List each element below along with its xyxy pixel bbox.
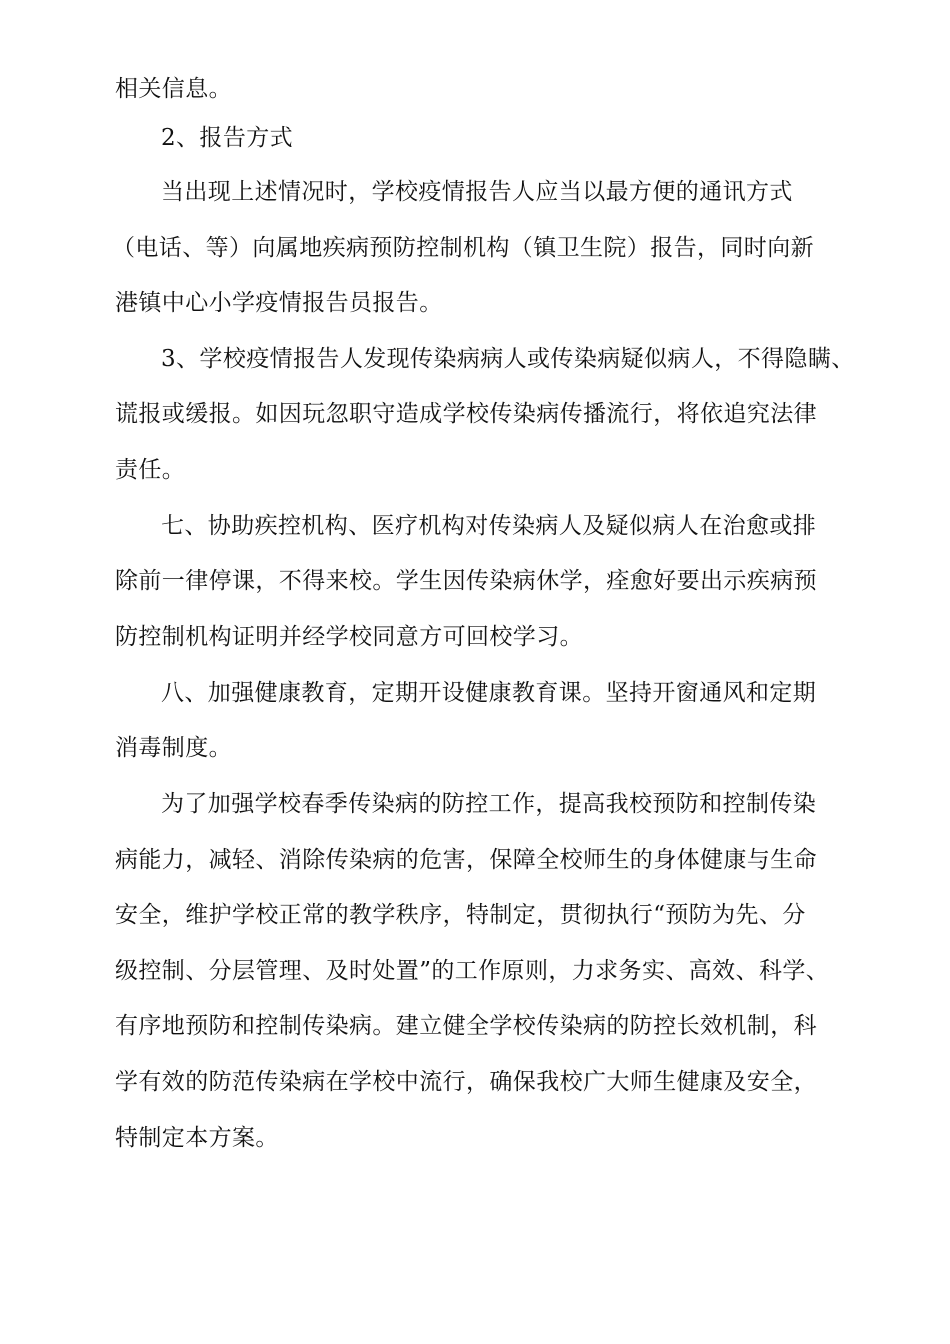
text-line: 谎报或缓报。如因玩忽职守造成学校传染病传播流行，将依追究法律 (115, 401, 817, 427)
text-line: 安全，维护学校正常的教学秩序，特制定，贯彻执行“预防为先、分 (115, 902, 806, 928)
text-line: 八、加强健康教育，定期开设健康教育课。坚持开窗通风和定期 (161, 680, 817, 706)
section-heading: 2、报告方式 (161, 125, 294, 151)
text-line: 当出现上述情况时，学校疫情报告人应当以最方便的通讯方式 (161, 179, 793, 205)
text-line: 除前一律停课，不得来校。学生因传染病休学，痊愈好要出示疾病预 (115, 568, 817, 594)
text-line: 消毒制度。 (115, 735, 232, 761)
text-line: 七、协助疾控机构、医疗机构对传染病人及疑似病人在治愈或排 (161, 513, 817, 539)
text-line: 有序地预防和控制传染病。建立健全学校传染病的防控长效机制，科 (115, 1013, 817, 1039)
text-line: 病能力，减轻、消除传染病的危害，保障全校师生的身体健康与生命 (115, 847, 817, 873)
text-line: 学有效的防范传染病在学校中流行，确保我校广大师生健康及安全， (115, 1069, 817, 1095)
text-line: （电话、等）向属地疾病预防控制机构（镇卫生院）报告，同时向新 (112, 235, 814, 261)
text-line: 港镇中心小学疫情报告员报告。 (115, 290, 443, 316)
text-line: 3、学校疫情报告人发现传染病病人或传染病疑似病人，不得隐瞒、 (161, 346, 855, 372)
text-line: 为了加强学校春季传染病的防控工作，提高我校预防和控制传染 (161, 791, 817, 817)
text-line: 责任。 (115, 457, 186, 483)
text-line: 特制定本方案。 (115, 1125, 279, 1151)
text-line: 相关信息。 (115, 76, 232, 102)
text-line: 级控制、分层管理、及时处置”的工作原则，力求务实、高效、科学、 (115, 958, 830, 984)
text-line: 防控制机构证明并经学校同意方可回校学习。 (115, 624, 583, 650)
